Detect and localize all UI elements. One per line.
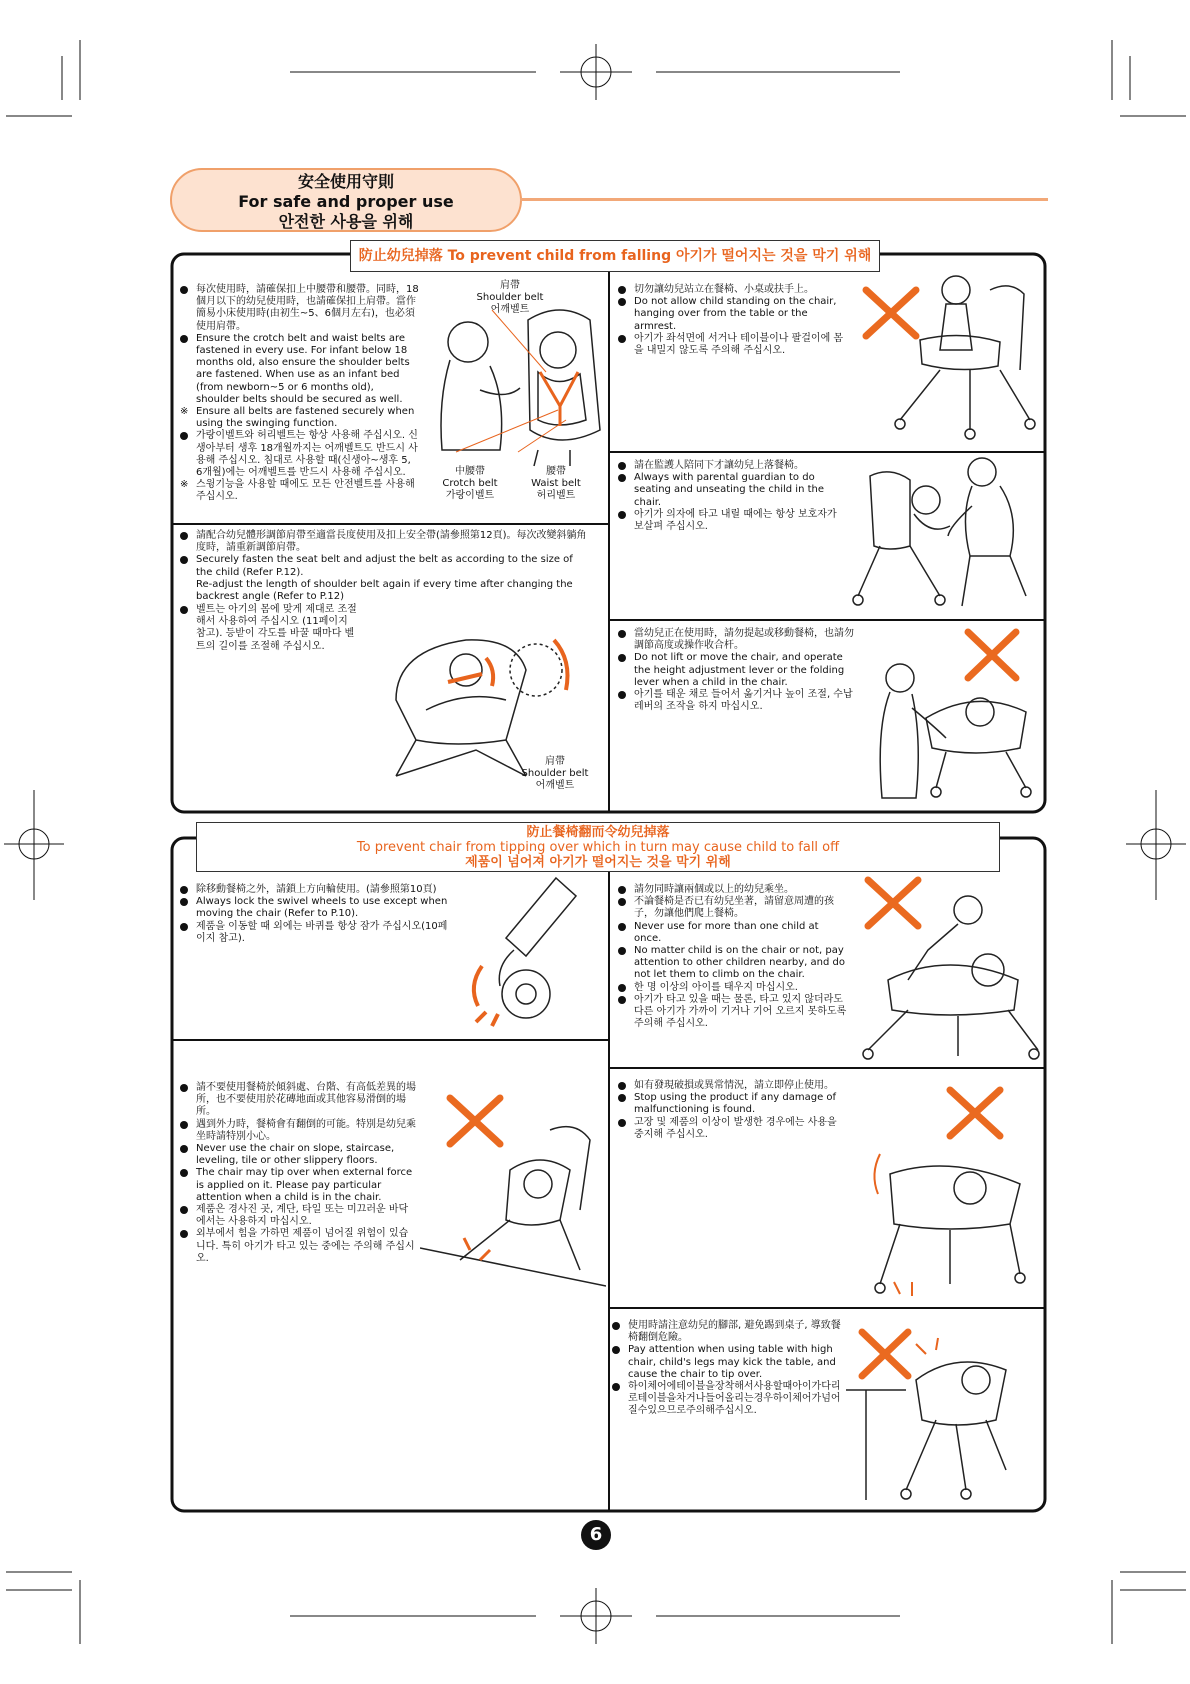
- list-item: 외부에서 힘을 가하면 제품이 넘어질 위험이 있습니다. 특히 아기가 타고 있는 중에는 주의해 주십시오.: [180, 1228, 416, 1265]
- list-item: 한 명 이상의 아이를 태우지 마십시오.: [618, 982, 848, 994]
- list-item: 아기가 타고 있을 때는 물론, 타고 있지 않더라도 다른 아기가 가까이 기거나 기어 오르지 못하도록 주의해 주십시오.: [618, 994, 848, 1031]
- title-en: For safe and proper use: [238, 192, 454, 211]
- list-item: Always with parental guardian to do seating and unseating the child in the chair.: [618, 472, 848, 509]
- list-item: 아기가 의자에 타고 내릴 때에는 항상 보호자가 보살펴 주십시오.: [618, 509, 848, 533]
- s1-p2-text-ko: [180, 604, 358, 653]
- label-waist-belt: 腰帶 Waist belt 허리벨트: [531, 466, 581, 501]
- list-item: 每次使用時，請確保扣上中腰帶和腰帶。同時，18個月以下的幼兒使用時，也請確保扣上肩帶。當作簡易小床使用時(由初生~5、6個月左右)，也必須使用肩帶。: [180, 284, 420, 333]
- list-item: 請不要使用餐椅於傾斜處、台階、有高低差異的場所，也不要使用於花磚地面或其他容易滑倒的場所。: [180, 1082, 416, 1119]
- s2-p4-text: [618, 1080, 848, 1141]
- list-item: Securely fasten the seat belt and adjust the belt as according to the size of the child (Refer P.12). Re-adjust the length of shoulder belt again if every time after changing the backrest angle (Refer to P.12): [180, 554, 592, 603]
- label-crotch-belt: 中腰帶 Crotch belt 가랑이벨트: [442, 466, 498, 501]
- note-item: ※ 스윙기능을 사용할 때에도 모든 안전벨트를 사용해 주십시오.: [180, 479, 415, 503]
- list-item: 고장 및 제품의 이상이 발생한 경우에는 사용을 중지해 주십시오.: [618, 1117, 848, 1141]
- section2-heading-zh: 防止餐椅翻而令幼兒掉落: [526, 825, 670, 840]
- two-children-illustration: [848, 870, 1042, 1064]
- title-zh: 安全使用守則: [297, 172, 394, 191]
- list-item: 아기를 태운 채로 들어서 옮기거나 높이 조절, 수납 레버의 조작을 하지 마십시오.: [618, 689, 854, 713]
- list-item: Pay attention when using table with high chair, child's legs may kick the table, and cause the chair to tip over.: [612, 1344, 844, 1381]
- prohibited-x-icon: [968, 632, 1016, 678]
- list-item: 如有發現破損或異常情況，請立即停止使用。: [618, 1080, 848, 1092]
- s2-p1-text: [180, 884, 456, 945]
- list-item: 使用時請注意幼兒的腳部, 避免踢到桌子, 導致餐椅翻倒危險。: [612, 1320, 844, 1344]
- list-item: Never use for more than one child at once.: [618, 921, 848, 945]
- s2-p2-text: [618, 884, 848, 1030]
- list-item: 請勿同時讓兩個或以上的幼兒乘坐。: [618, 884, 848, 896]
- note-item: ※ Ensure all belts are fastened securely when using the swinging function.: [180, 406, 415, 430]
- list-item: The chair may tip over when external force is applied on it. Please pay particular attention when a child is in the chair.: [180, 1167, 416, 1204]
- label-shoulder-belt: 肩帶 Shoulder belt 어깨벨트: [476, 280, 544, 315]
- page-number: 6: [581, 1520, 611, 1550]
- s1-p2-text-top: [180, 530, 592, 603]
- section2-heading-en: To prevent chair from tipping over which in turn may cause child to fall off: [356, 840, 840, 855]
- s1-p5-text: [618, 628, 854, 713]
- list-item: 請配合幼兒體形調節肩帶至適當長度使用及扣上安全帶(請參照第12頁)。每次改變斜躺角度時，請重新調節肩帶。: [180, 530, 592, 554]
- list-item: 當幼兒正在使用時，請勿提起或移動餐椅，也請勿調節高度或操作收合杆。: [618, 628, 854, 652]
- section1-heading-text: 防止幼兒掉落 To prevent child from falling 아기가 떨어지는 것을 막기 위해: [358, 248, 872, 264]
- s2-p3-text: [180, 1082, 416, 1265]
- list-item: Do not allow child standing on the chair, hanging over from the table or the armrest.: [618, 296, 848, 333]
- list-item: 除移動餐椅之外，請鎖上方向輪使用。(請參照第10頁): [180, 884, 456, 896]
- list-item: 하이체어에테이블을장착해서사용할때아이가다리로테이블을차거나들어올리는경우하이체어가넘어질수있으므로주의해주십시오.: [612, 1381, 844, 1418]
- list-item: 제품은 경사진 곳, 계단, 타일 또는 미끄러운 바닥에서는 사용하지 마십시오.: [180, 1204, 416, 1228]
- prohibited-x-icon: [868, 880, 918, 926]
- prohibited-x-icon: [862, 1332, 908, 1376]
- guardian-illustration: [850, 456, 1040, 616]
- prohibited-x-icon: [450, 1098, 500, 1144]
- list-item: 不論餐椅是否已有幼兒坐著，請留意周遭的孩子，勿讓他們爬上餐椅。: [618, 896, 848, 920]
- list-item: 벨트는 아기의 몸에 맞게 제대로 조절해서 사용하여 주십시오 (11페이지 참고). 등받이 각도를 바꿀 때마다 벨트의 길이를 조절해 주십시오.: [180, 604, 358, 653]
- s1-p3-text: [618, 284, 848, 357]
- prohibited-x-icon: [950, 1090, 1000, 1136]
- section2-heading-ko: 제품이 넘어져 아기가 떨어지는 것을 막기 위해: [465, 855, 731, 870]
- prohibited-x-icon: [866, 290, 916, 336]
- s1-p1-text: [180, 284, 420, 504]
- label-shoulder-belt-2: 肩帶 Shoulder belt 어깨벨트: [521, 756, 589, 791]
- section2-heading: [196, 822, 1000, 872]
- wheel-lock-illustration: [456, 876, 606, 1036]
- list-item: Never use the chair on slope, staircase, leveling, tile or other slippery floors.: [180, 1143, 416, 1167]
- list-item: No matter child is on the chair or not, pay attention to other children nearby, and do not let them to climb on the chair.: [618, 945, 848, 982]
- damaged-chair-illustration: [860, 1084, 1040, 1302]
- table-kick-illustration: [846, 1320, 1040, 1506]
- list-item: Ensure the crotch belt and waist belts are fastened in every use. For infant below 18 months old, also ensure the shoulder belts are fastened. When use as an infant bed (from newborn~5 or 6 months old), shoulder belts should be secured as well.: [180, 333, 420, 406]
- title-ko: 안전한 사용을 위해: [278, 212, 414, 231]
- list-item: Always lock the swivel wheels to use except when moving the chair (Refer to P.10).: [180, 896, 456, 920]
- section1-heading: [350, 240, 880, 272]
- list-item: 제품을 이동할 때 외에는 바퀴를 항상 잠가 주십시오(10페이지 참고).: [180, 921, 456, 945]
- standing-child-illustration: [860, 270, 1040, 446]
- list-item: 遇到外力時，餐椅會有翻倒的可能。特別是幼兒乘坐時請特別小心。: [180, 1119, 416, 1143]
- s1-p4-text: [618, 460, 848, 533]
- list-item: Stop using the product if any damage of malfunctioning is found.: [618, 1092, 848, 1116]
- list-item: Do not lift or move the chair, and operate the height adjustment lever or the folding lever when a child in the chair.: [618, 652, 854, 689]
- s2-p5-text: [612, 1320, 844, 1418]
- slope-illustration: [420, 1090, 606, 1290]
- list-item: 切勿讓幼兒站立在餐椅、小桌或扶手上。: [618, 284, 848, 296]
- list-item: 請在監護人陪同下才讓幼兒上落餐椅。: [618, 460, 848, 472]
- list-item: 가랑이벨트와 허리벨트는 항상 사용해 주십시오. 신생아부터 생후 18개월까지는 어깨벨트도 반드시 사용해 주십시오. 침대로 사용할 때(신생아~생후 5, 6개월)에는 어깨벨트를 반드시 사용해 주십시오.: [180, 430, 420, 479]
- lifting-chair-illustration: [856, 628, 1042, 808]
- list-item: 아기가 좌석면에 서거나 테이블이나 팔걸이에 몸을 내밀지 않도록 주의해 주십시오.: [618, 333, 848, 357]
